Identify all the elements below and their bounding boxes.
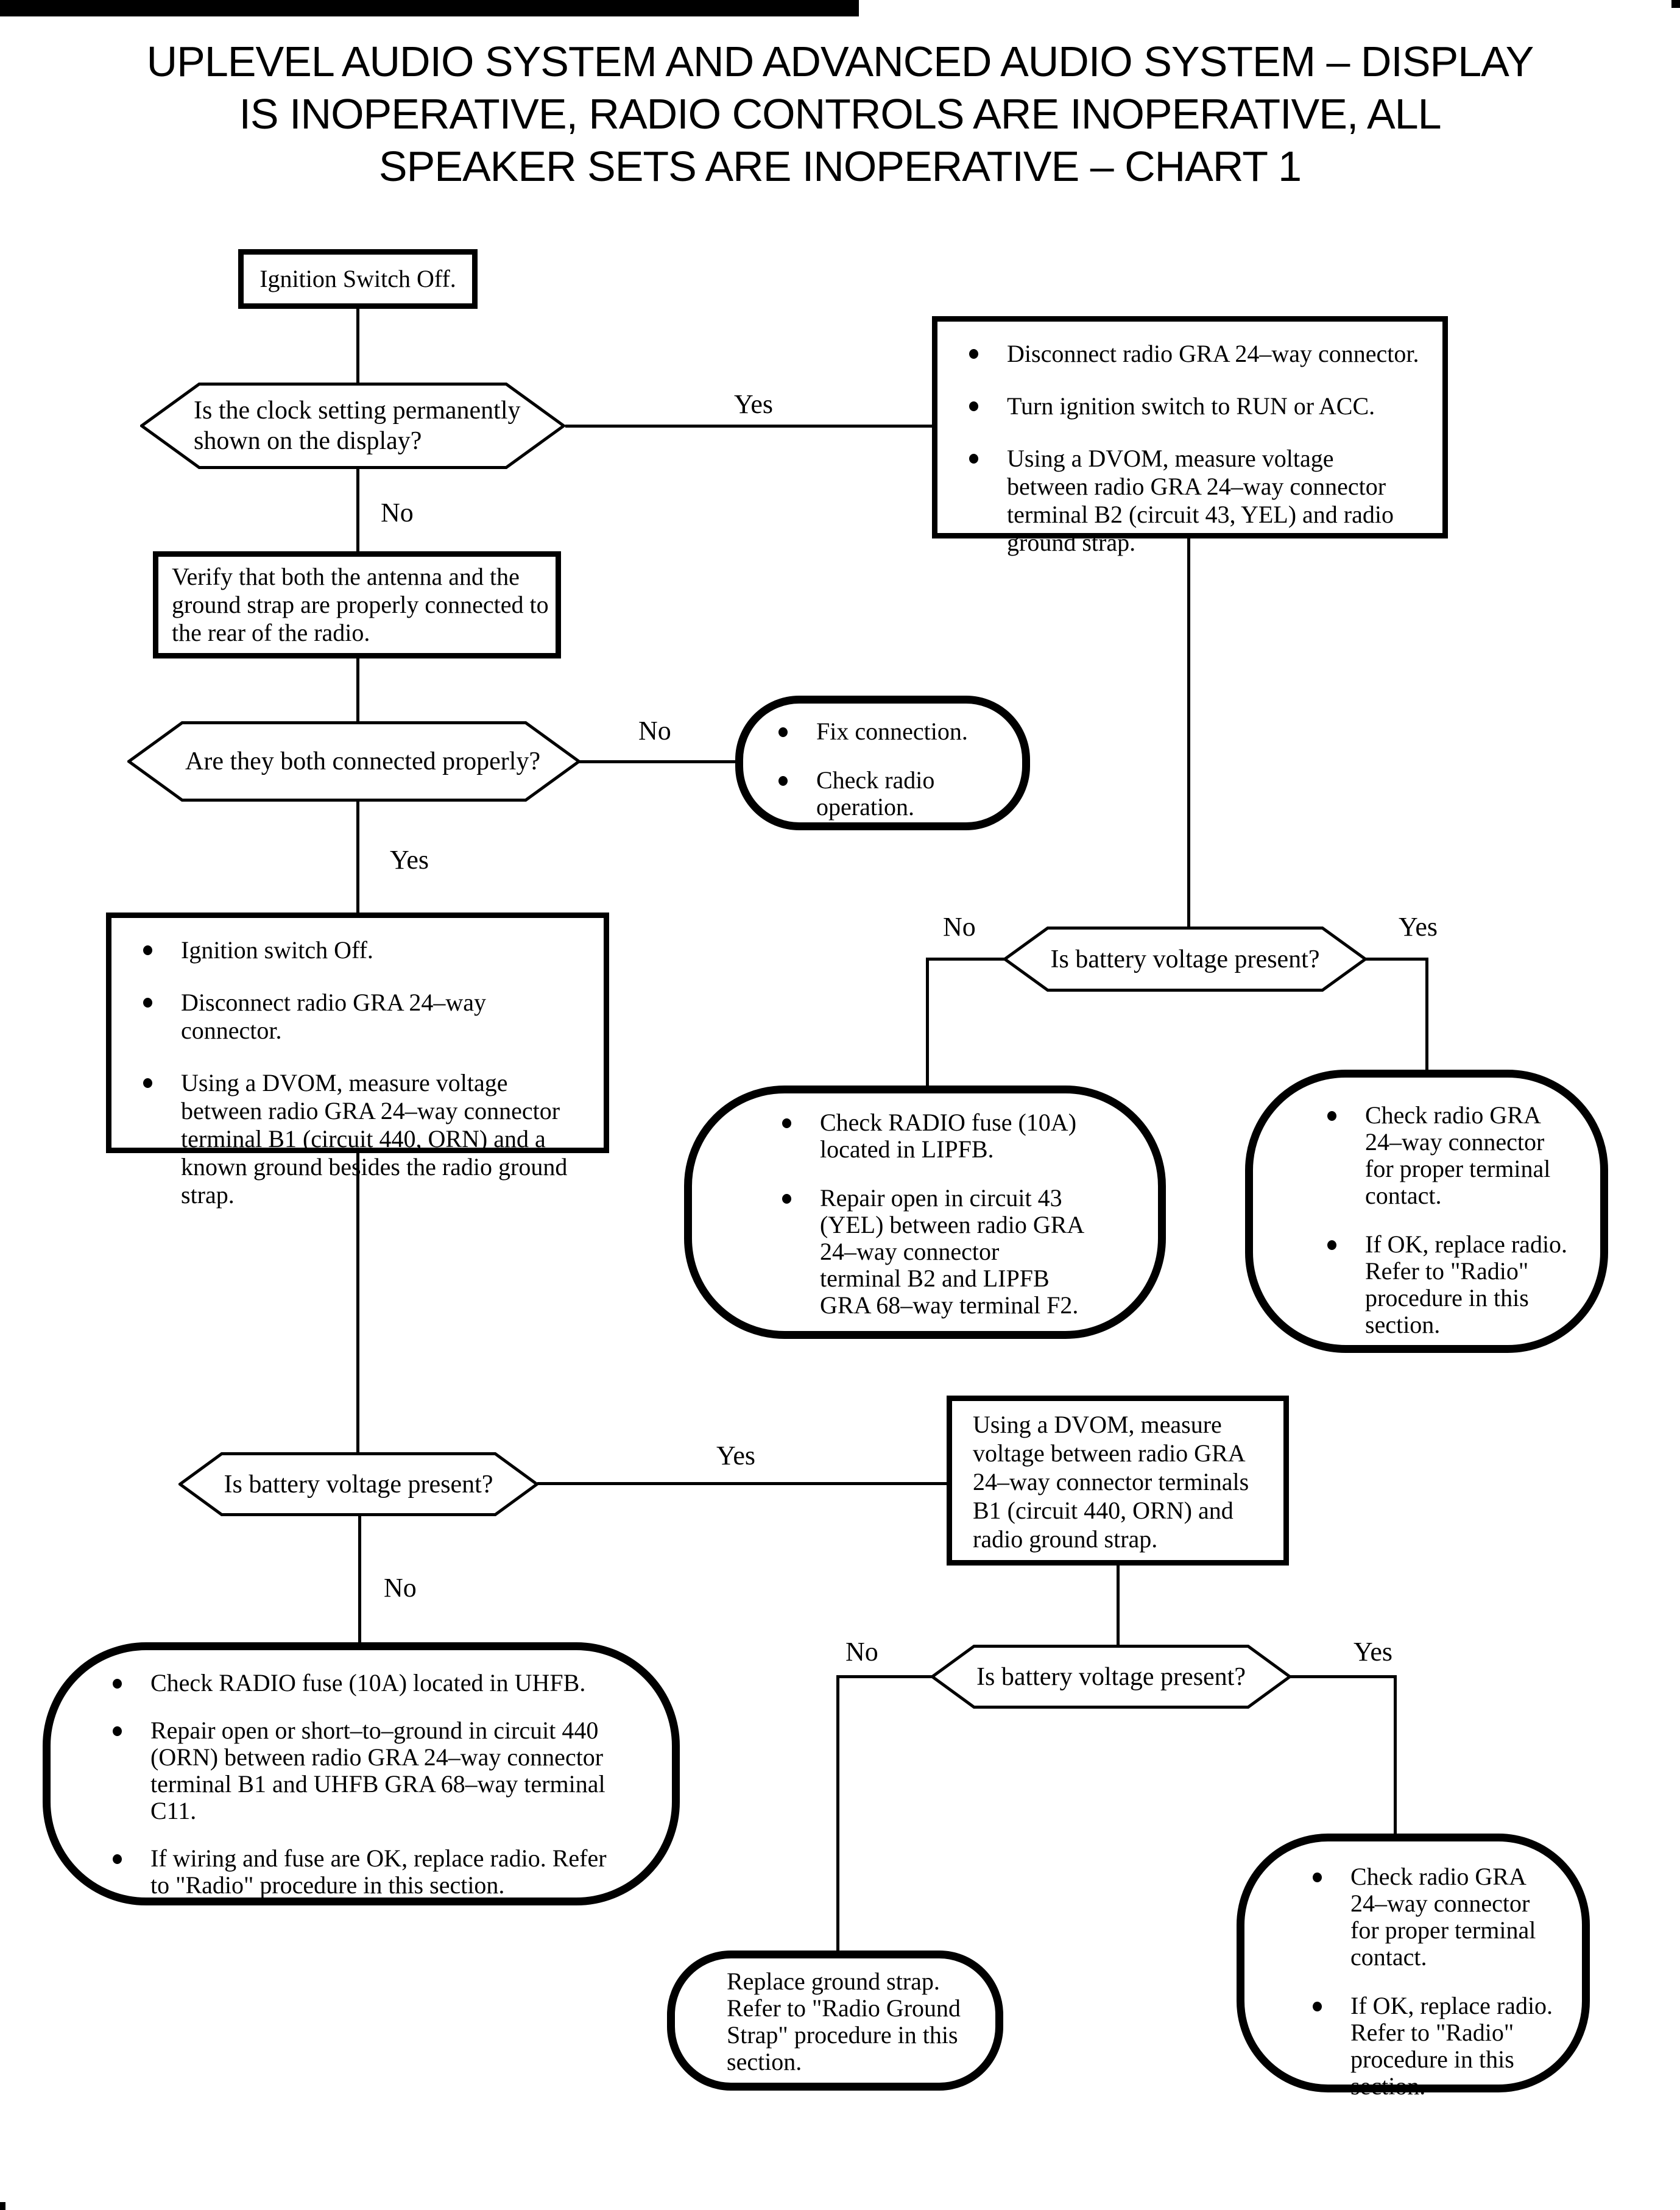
bullet-text: Ignition switch Off. <box>181 936 373 964</box>
bullet-text: Fix connection. <box>816 718 968 745</box>
bullet-icon <box>778 776 788 786</box>
connector-batt2-yes <box>537 1482 948 1485</box>
bullet-icon <box>778 727 788 737</box>
node-text: Ignition Switch Off. <box>259 265 456 292</box>
page-title-line1: UPLEVEL AUDIO SYSTEM AND ADVANCED AUDIO SYSTEM – DISPLAY <box>146 38 1534 85</box>
terminal-box-lipfb-fuse <box>684 1086 1166 1339</box>
terminal-box-fix-connection <box>735 696 1030 830</box>
bullet-text: Repair open in circuit 43 (YEL) between radio GRA 24–way connector terminal B2 and LIPFB GRA 68–way terminal F2. <box>820 1184 1084 1319</box>
bullet-icon <box>113 1854 122 1864</box>
connector-batt1-yes-v <box>1425 958 1428 1072</box>
bullet-text: If OK, replace radio. Refer to "Radio" procedure in this section. <box>1350 1992 1553 2100</box>
bullet-text: Check RADIO fuse (10A) located in LIPFB. <box>820 1109 1077 1163</box>
bullet-icon <box>143 1078 152 1088</box>
bullet-text: Repair open or short–to–ground in circuit 440 (ORN) between radio GRA 24–way connector terminal B1 and UHFB GRA 68–way terminal C11. <box>150 1717 605 1824</box>
node-text: Using a DVOM, measure voltage between radio GRA 24–way connector terminals B1 (circuit 440, ORN) and radio ground strap. <box>973 1411 1249 1553</box>
bullet-text: Check radio operation. <box>816 766 935 821</box>
decision-battery-voltage-2 <box>178 1452 538 1516</box>
page-title-line2: IS INOPERATIVE, RADIO CONTROLS ARE INOPERATIVE, ALL <box>239 90 1441 138</box>
bullet-icon <box>969 349 978 359</box>
bullet-text: Disconnect radio GRA 24–way connector. <box>1007 340 1419 367</box>
edge-label-yes-batt1: Yes <box>1399 912 1438 942</box>
node-text: Is battery voltage present? <box>224 1470 493 1499</box>
bullet-text: Check RADIO fuse (10A) located in UHFB. <box>150 1669 586 1696</box>
bullet-icon <box>1313 1873 1322 1882</box>
connector-batt1-no-v <box>926 958 929 1087</box>
page-title <box>0 35 1680 192</box>
decision-battery-voltage-1 <box>1003 927 1367 992</box>
decision-clock-setting <box>140 383 565 469</box>
node-text: Replace ground strap. Refer to "Radio Ground Strap" procedure in this section. <box>727 1968 961 2075</box>
bullet-icon <box>969 401 978 411</box>
process-box-measure-b1 <box>106 913 609 1209</box>
bullet-icon <box>113 1726 122 1736</box>
bullet-icon <box>969 454 978 464</box>
connector-clock-no <box>356 468 359 553</box>
bullet-text: If wiring and fuse are OK, replace radio. Refer to "Radio" procedure in this section. <box>150 1845 607 1899</box>
bullet-icon <box>1327 1111 1336 1121</box>
edge-label-yes-batt2: Yes <box>716 1441 756 1470</box>
node-text: Is battery voltage present? <box>976 1662 1246 1691</box>
bullet-icon <box>782 1194 791 1204</box>
bullet-icon <box>143 998 152 1008</box>
bullet-icon <box>143 945 152 955</box>
bullet-icon <box>1327 1240 1336 1250</box>
connector-batt2-no <box>358 1515 361 1643</box>
connector-verify-to-connected <box>356 657 359 723</box>
terminal-box-check-contact-right <box>1245 1070 1608 1353</box>
bullet-icon <box>113 1679 122 1689</box>
scan-artifact-bottom-left <box>0 2202 5 2210</box>
edge-label-no-clock: No <box>381 498 414 528</box>
scan-artifact-top-bar <box>0 0 859 16</box>
edge-label-no-batt2: No <box>384 1573 417 1603</box>
bullet-text: Using a DVOM, measure voltage between radio GRA 24–way connector terminal B2 (circuit 43, YEL) and radio ground strap. <box>1007 445 1394 556</box>
edge-label-yes-connected: Yes <box>390 845 429 875</box>
edge-label-yes-clock: Yes <box>734 389 774 419</box>
connector-actionb2-to-batt1 <box>1187 537 1190 929</box>
bullet-text: Turn ignition switch to RUN or ACC. <box>1007 392 1375 420</box>
terminal-box-uhfb-fuse <box>43 1642 680 1905</box>
scan-artifact-top-right <box>1671 0 1680 8</box>
edge-label-no-batt3: No <box>845 1637 878 1667</box>
bullet-icon <box>782 1118 791 1128</box>
edge-label-no-batt1: No <box>943 912 976 942</box>
connector-batt3-yes-h <box>1290 1675 1397 1678</box>
connector-batt3-no-h <box>836 1675 933 1678</box>
connector-batt1-no-h <box>926 958 1005 961</box>
connector-connected-no <box>579 760 737 763</box>
bullet-text: Check radio GRA 24–way connector for proper terminal contact. <box>1350 1863 1536 1971</box>
process-box-measure-b2 <box>932 316 1448 556</box>
decision-battery-voltage-3 <box>931 1645 1291 1709</box>
connector-batt1-yes-h <box>1366 958 1428 961</box>
bullet-icon <box>1313 2002 1322 2011</box>
node-text: Are they both connected properly? <box>185 747 541 775</box>
connector-start-to-clock <box>356 308 359 385</box>
edge-label-yes-batt3: Yes <box>1354 1637 1393 1667</box>
connector-dvom-to-batt3 <box>1117 1564 1120 1647</box>
node-text: Is battery voltage present? <box>1050 945 1320 973</box>
bullet-text: Using a DVOM, measure voltage between radio GRA 24–way connector terminal B1 (circuit 440, ORN) and a known ground besides the radio ground strap. <box>181 1069 568 1209</box>
bullet-text: Check radio GRA 24–way connector for proper terminal contact. <box>1365 1101 1551 1209</box>
connector-clock-yes <box>565 425 934 428</box>
terminal-box-replace-ground-strap <box>667 1951 1003 2091</box>
terminal-box-check-contact-bottom <box>1237 1834 1590 2100</box>
connector-connected-yes <box>356 800 359 914</box>
connector-batt3-yes-v <box>1394 1675 1397 1838</box>
bullet-text: If OK, replace radio. Refer to "Radio" procedure in this section. <box>1365 1230 1568 1338</box>
connector-batt3-no-v <box>836 1675 839 1953</box>
decision-connected-properly <box>127 721 581 802</box>
process-box-dvom-b1 <box>947 1396 1289 1566</box>
page-title-line3: SPEAKER SETS ARE INOPERATIVE – CHART 1 <box>378 143 1302 190</box>
bullet-text: Disconnect radio GRA 24–way connector. <box>181 989 487 1044</box>
edge-label-no-connected: No <box>638 716 671 746</box>
node-text: Is the clock setting permanently shown on the display? <box>194 397 521 455</box>
process-box-ignition-switch-off <box>238 249 478 309</box>
node-text: Verify that both the antenna and the ground strap are properly connected to the rear of the radio. <box>172 563 549 646</box>
process-box-verify-antenna <box>153 551 561 658</box>
